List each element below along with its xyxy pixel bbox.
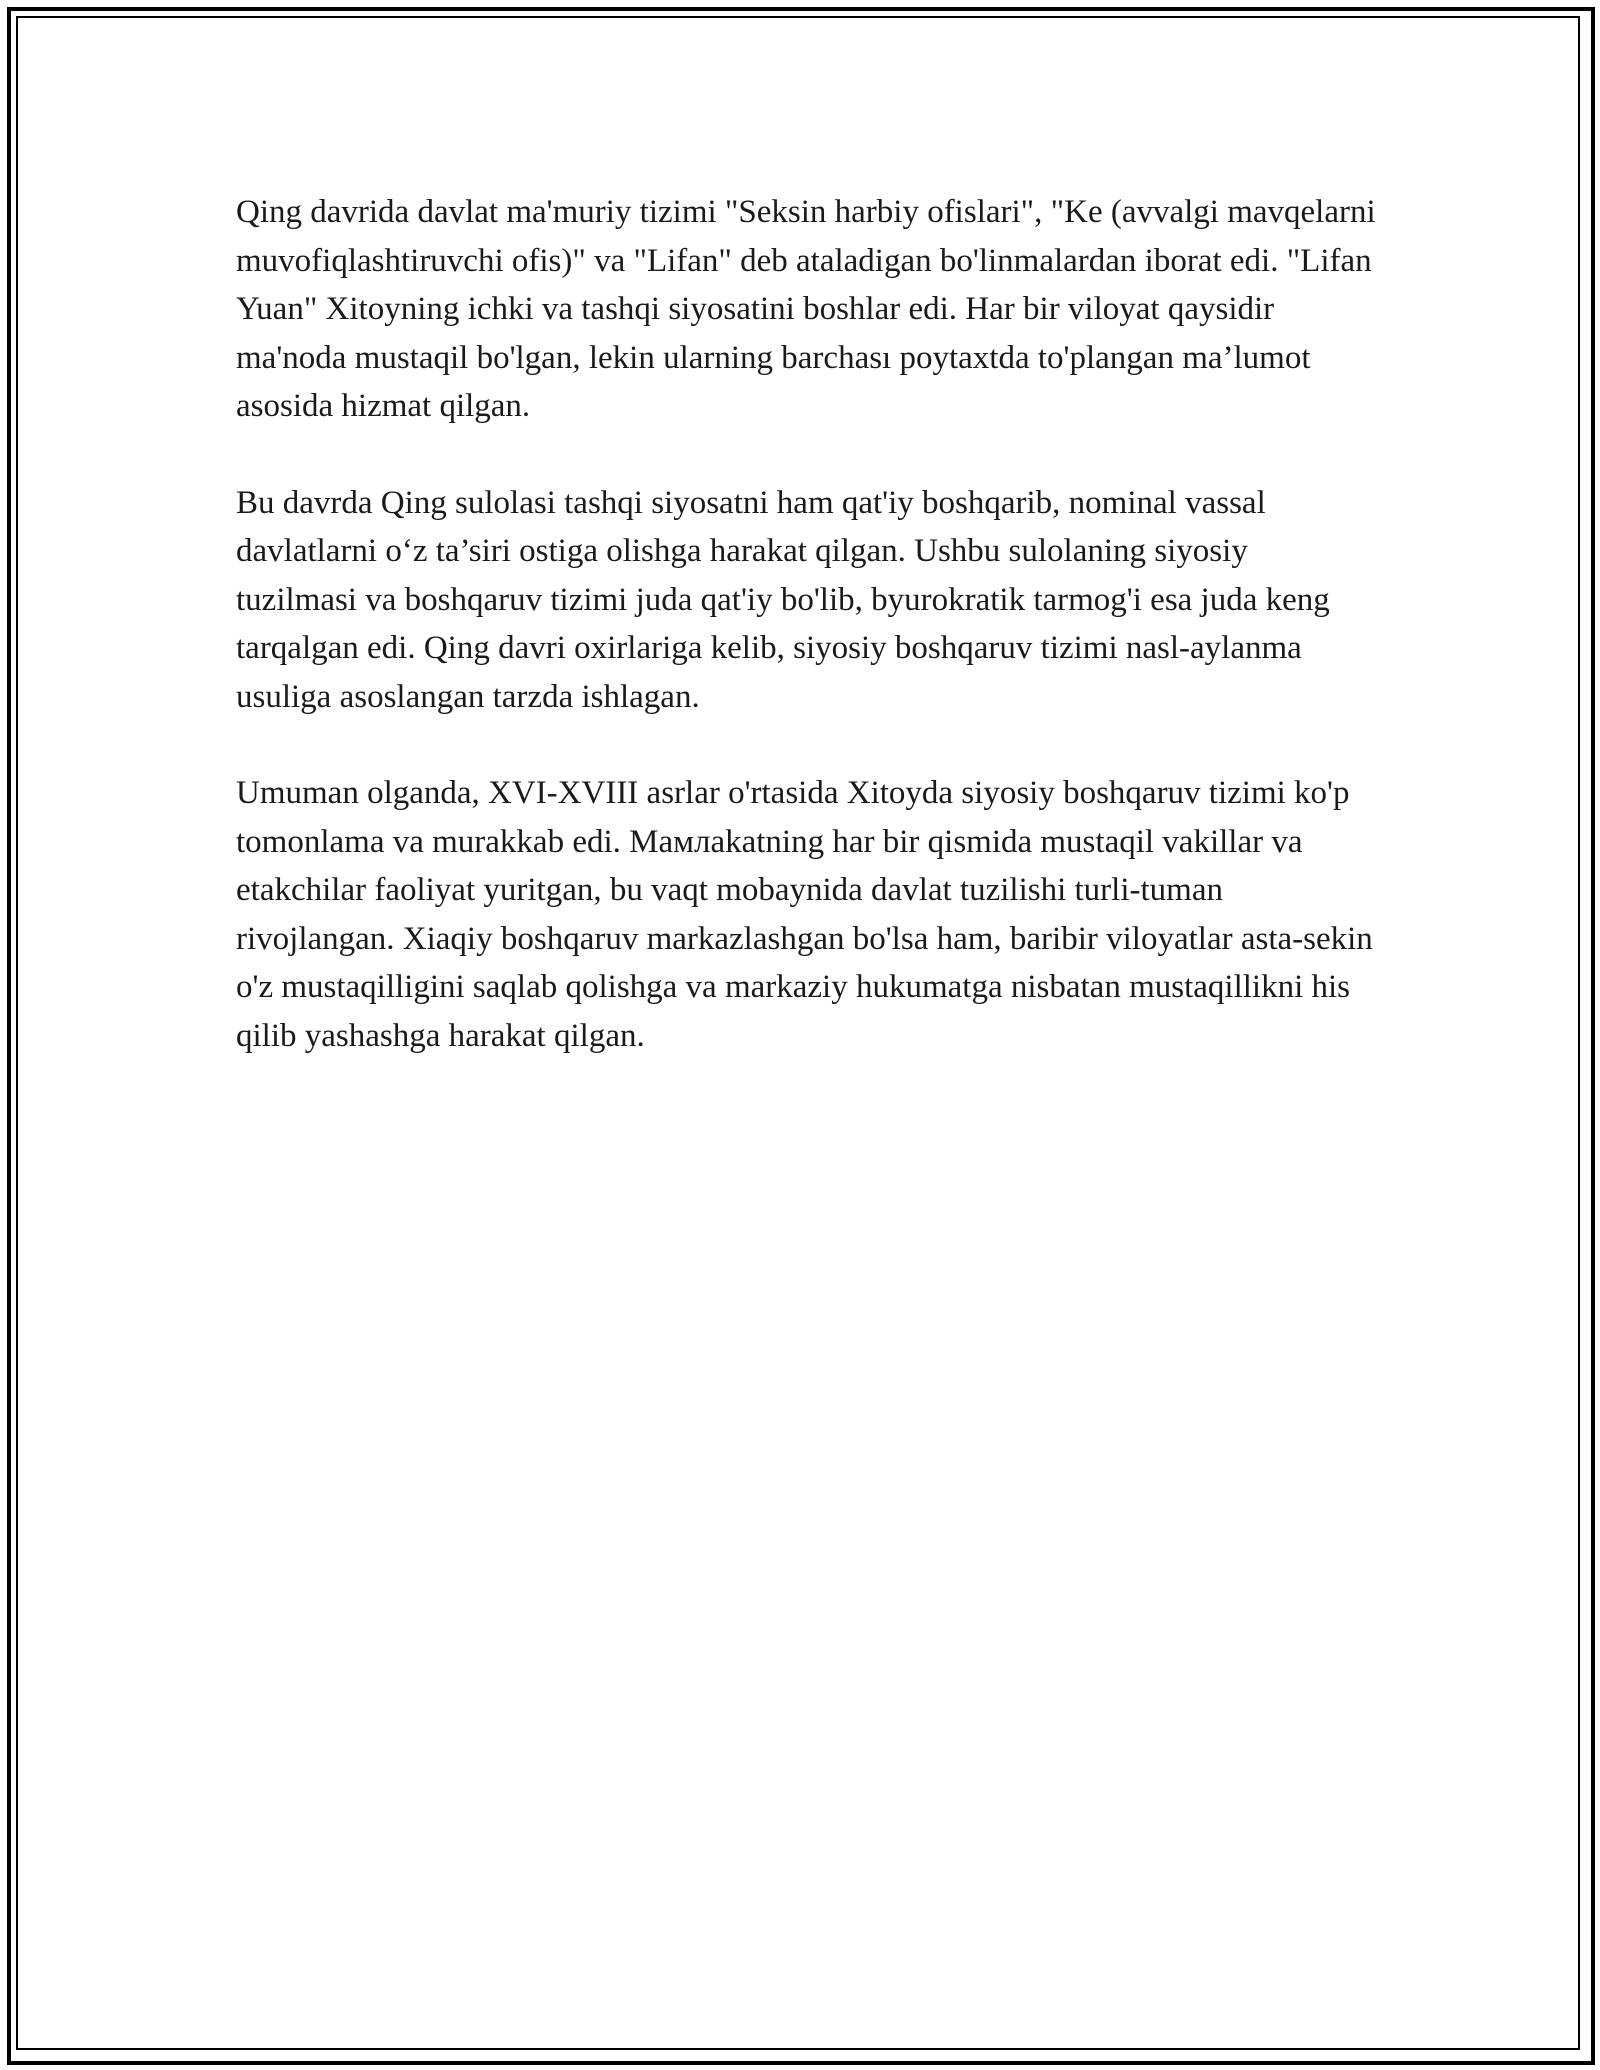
- paragraph-2: Bu davrda Qing sulolasi tashqi siyosatni ham qat'iy boshqarib, nominal vassal davlatlarni o‘z ta’siri ostiga olishga harakat qilgan. Ushbu sulolaning siyosiy tuzilmasi va boshqaruv tizimi juda qat'iy bo'lib, byurokratik tarmog'i esa juda keng tarqalgan edi. Qing davri oxirlariga kelib, siyosiy boshqaruv tizimi nasl-aylanma usuliga asoslangan tarzda ishlagan.: [236, 484, 1330, 715]
- document-body: [236, 188, 1376, 1108]
- paragraph-3: Umuman olganda, XVI-XVIII asrlar o'rtasida Xitoyda siyosiy boshqaruv tizimi ko'p tomonlama va murakkab edi. Мамлakatning har bir qismida mustaqil vakillar va etakchilar faoliyat yuritgan, bu vaqt mobaynida davlat tuzilishi turli-tuman rivojlangan. Xiaqiy boshqaruv markazlashgan bo'lsa ham, baribir viloyatlar asta-sekin o'z mustaqilligini saqlab qolishga va markaziy hukumatga nisbatan mustaqillikni his qilib yashashga harakat qilgan.: [236, 775, 1373, 1054]
- paragraph-1: Qing davrida davlat ma'muriy tizimi "Seksin harbiy ofislari", "Ke (avvalgi mavqelarni muvofiqlashtiruvchi ofis)" va "Lifan" deb ataladigan bo'linmalardan iborat edi. "Lifan Yuan" Xitoyning ichki va tashqi siyosatini boshlar edi. Har bir viloyat qaysidir ma'noda mustaqil bo'lgan, lekin ularning barchası poytaxtda to'plangan ma’lumot asosida hizmat qilgan.: [236, 194, 1376, 424]
